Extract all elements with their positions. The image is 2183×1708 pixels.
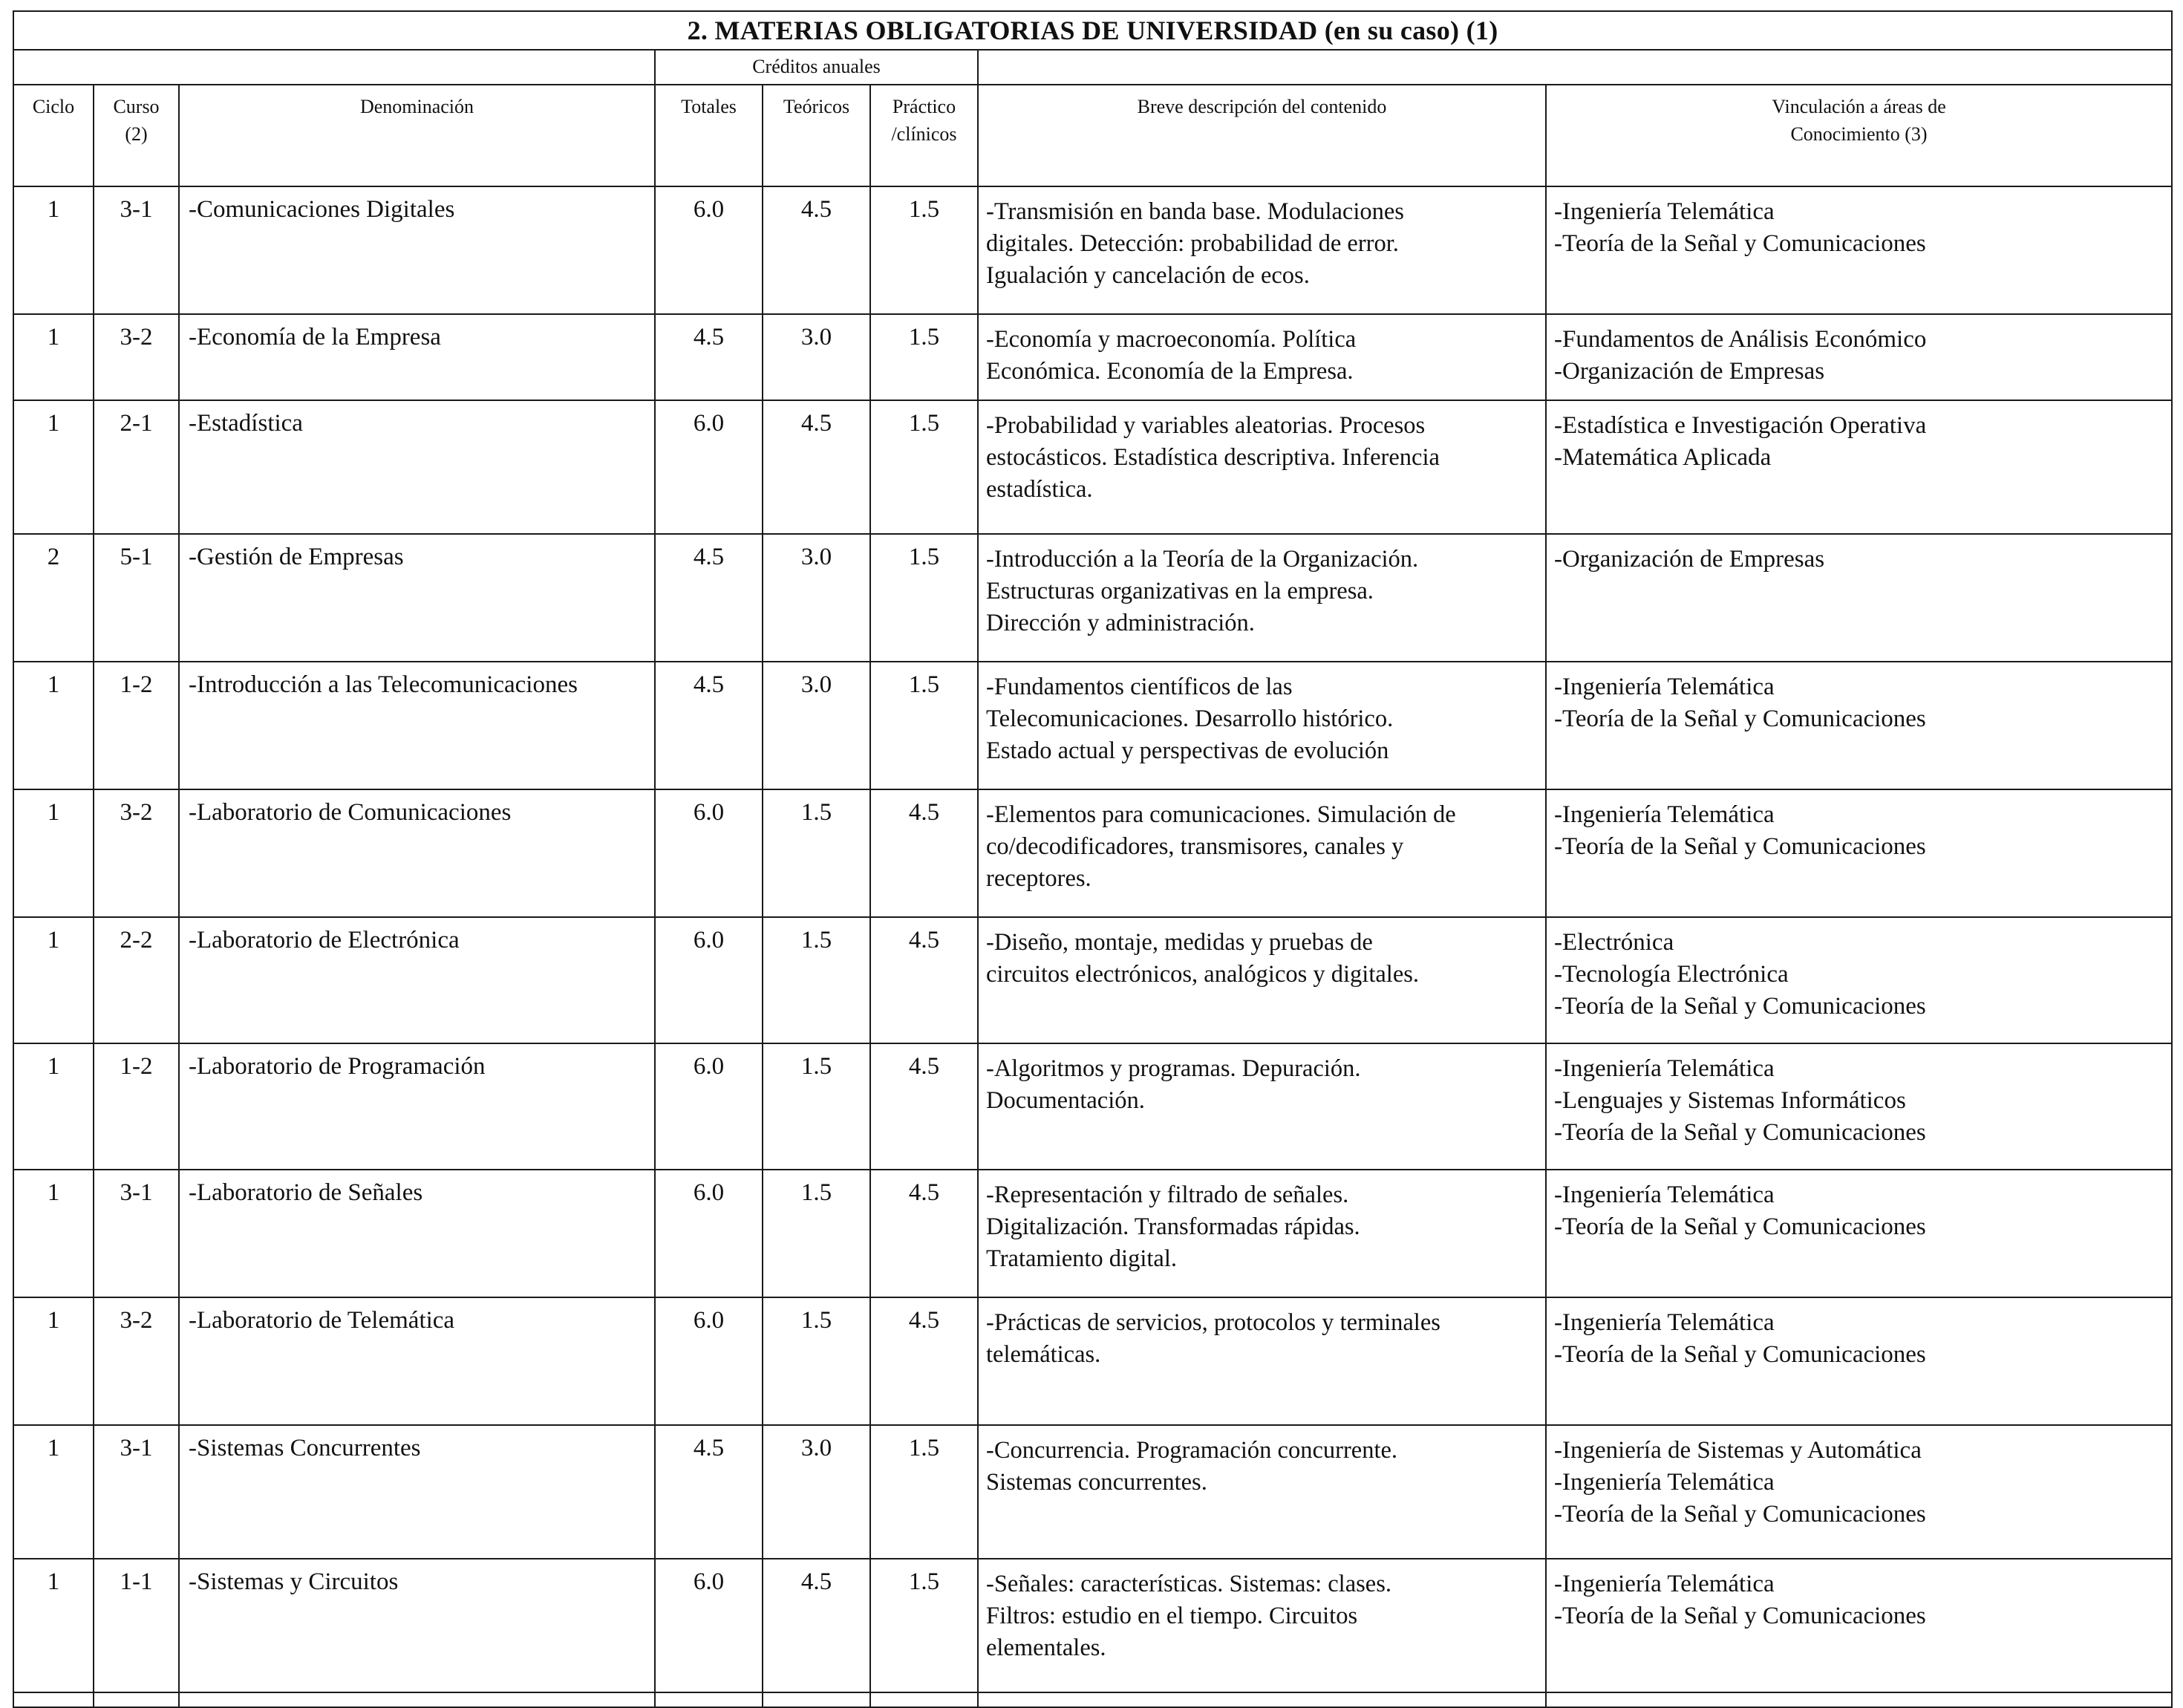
area-line: -Teoría de la Señal y Comunicaciones bbox=[1554, 1603, 1926, 1629]
header-spacer-right bbox=[978, 50, 2172, 85]
table-title: 2. MATERIAS OBLIGATORIAS DE UNIVERSIDAD (en su caso) (1) bbox=[13, 11, 2172, 50]
cell-practicos: 1.5 bbox=[870, 400, 978, 534]
area-line: -Teoría de la Señal y Comunicaciones bbox=[1554, 1501, 1926, 1528]
area-line: -Organización de Empresas bbox=[1554, 546, 1825, 573]
header-spacer bbox=[13, 50, 655, 85]
table-row bbox=[13, 1297, 2172, 1425]
cell-totales: 4.5 bbox=[655, 534, 763, 662]
cell-totales: 6.0 bbox=[655, 1297, 763, 1425]
area-line: -Ingeniería Telemática bbox=[1554, 1309, 1775, 1336]
table-row bbox=[13, 789, 2172, 917]
cell-ciclo: 1 bbox=[13, 314, 94, 400]
cell-practicos: 1.5 bbox=[870, 186, 978, 314]
cell-practicos: 4.5 bbox=[870, 789, 978, 917]
subjects-table bbox=[13, 10, 2173, 1708]
descripcion-line: -Elementos para comunicaciones. Simulación de bbox=[986, 801, 1456, 828]
table-row-partial bbox=[13, 1692, 2172, 1707]
cell-denominacion: -Introducción a las Telecomunicaciones bbox=[179, 662, 655, 789]
cell-areas bbox=[1546, 789, 2172, 917]
cell-curso: 5-1 bbox=[94, 534, 179, 662]
cell-teoricos: 1.5 bbox=[763, 917, 870, 1043]
area-line: -Teoría de la Señal y Comunicaciones bbox=[1554, 1213, 1926, 1240]
descripcion-line: Igualación y cancelación de ecos. bbox=[986, 262, 1310, 289]
area-line: -Tecnología Electrónica bbox=[1554, 961, 1789, 988]
cell-teoricos: 4.5 bbox=[763, 400, 870, 534]
cell-areas bbox=[1546, 1425, 2172, 1559]
cell-denominacion: -Sistemas Concurrentes bbox=[179, 1425, 655, 1559]
area-line: -Ingeniería Telemática bbox=[1554, 198, 1775, 225]
cell-ciclo: 1 bbox=[13, 789, 94, 917]
cell-ciclo: 1 bbox=[13, 1043, 94, 1170]
col-header-practicos: Práctico /clínicos bbox=[870, 85, 978, 186]
cell-descripcion bbox=[978, 314, 1546, 400]
descripcion-line: -Fundamentos científicos de las bbox=[986, 674, 1293, 700]
area-line: -Ingeniería Telemática bbox=[1554, 1055, 1775, 1082]
cell-practicos: 1.5 bbox=[870, 1559, 978, 1692]
table-row bbox=[13, 1559, 2172, 1692]
descripcion-line: co/decodificadores, transmisores, canales y bbox=[986, 833, 1404, 860]
descripcion-line: receptores. bbox=[986, 865, 1092, 892]
descripcion-line: -Introducción a la Teoría de la Organización. bbox=[986, 546, 1419, 573]
descripcion-line: Estructuras organizativas en la empresa. bbox=[986, 578, 1374, 604]
descripcion-line: Económica. Economía de la Empresa. bbox=[986, 358, 1354, 385]
cell-descripcion bbox=[978, 662, 1546, 789]
cell-ciclo: 1 bbox=[13, 662, 94, 789]
descripcion-line: Estado actual y perspectivas de evolución bbox=[986, 737, 1389, 764]
descripcion-line: estadística. bbox=[986, 476, 1093, 503]
descripcion-line: -Algoritmos y programas. Depuración. bbox=[986, 1055, 1361, 1082]
cell-curso: 3-1 bbox=[94, 1170, 179, 1297]
document-page bbox=[13, 10, 2171, 1708]
cell-practicos: 4.5 bbox=[870, 1170, 978, 1297]
cell-descripcion bbox=[978, 917, 1546, 1043]
cell-teoricos: 1.5 bbox=[763, 1170, 870, 1297]
table-row bbox=[13, 314, 2172, 400]
descripcion-line: Dirección y administración. bbox=[986, 610, 1255, 636]
col-header-teoricos: Teóricos bbox=[763, 85, 870, 186]
empty-cell bbox=[763, 1692, 870, 1707]
cell-denominacion: -Comunicaciones Digitales bbox=[179, 186, 655, 314]
cell-ciclo: 1 bbox=[13, 917, 94, 1043]
area-line: -Lenguajes y Sistemas Informáticos bbox=[1554, 1087, 1906, 1114]
cell-ciclo: 1 bbox=[13, 1425, 94, 1559]
area-line: -Matemática Aplicada bbox=[1554, 444, 1772, 471]
empty-cell bbox=[978, 1692, 1546, 1707]
cell-teoricos: 3.0 bbox=[763, 662, 870, 789]
cell-practicos: 1.5 bbox=[870, 662, 978, 789]
cell-descripcion bbox=[978, 1425, 1546, 1559]
area-line: -Ingeniería Telemática bbox=[1554, 1469, 1775, 1496]
cell-practicos: 4.5 bbox=[870, 917, 978, 1043]
cell-totales: 6.0 bbox=[655, 917, 763, 1043]
table-row bbox=[13, 1425, 2172, 1559]
cell-totales: 6.0 bbox=[655, 186, 763, 314]
cell-descripcion bbox=[978, 1559, 1546, 1692]
cell-descripcion bbox=[978, 1170, 1546, 1297]
descripcion-line: -Señales: características. Sistemas: clases. bbox=[986, 1571, 1391, 1597]
cell-denominacion: -Laboratorio de Programación bbox=[179, 1043, 655, 1170]
empty-cell bbox=[655, 1692, 763, 1707]
area-line: -Teoría de la Señal y Comunicaciones bbox=[1554, 230, 1926, 257]
descripcion-line: Tratamiento digital. bbox=[986, 1245, 1177, 1272]
table-row bbox=[13, 662, 2172, 789]
descripcion-line: estocásticos. Estadística descriptiva. Inferencia bbox=[986, 444, 1440, 471]
area-line: -Teoría de la Señal y Comunicaciones bbox=[1554, 705, 1926, 732]
cell-areas bbox=[1546, 1043, 2172, 1170]
col-header-descripcion: Breve descripción del contenido bbox=[978, 85, 1546, 186]
descripcion-line: Telecomunicaciones. Desarrollo histórico. bbox=[986, 705, 1394, 732]
cell-curso: 3-2 bbox=[94, 1297, 179, 1425]
cell-descripcion bbox=[978, 789, 1546, 917]
area-line: -Ingeniería Telemática bbox=[1554, 801, 1775, 828]
cell-descripcion bbox=[978, 1297, 1546, 1425]
descripcion-line: elementales. bbox=[986, 1634, 1106, 1661]
cell-denominacion: -Sistemas y Circuitos bbox=[179, 1559, 655, 1692]
table-row bbox=[13, 1043, 2172, 1170]
cell-descripcion bbox=[978, 1043, 1546, 1170]
cell-teoricos: 4.5 bbox=[763, 1559, 870, 1692]
area-line: -Electrónica bbox=[1554, 929, 1674, 956]
cell-teoricos: 1.5 bbox=[763, 1297, 870, 1425]
cell-curso: 2-2 bbox=[94, 917, 179, 1043]
cell-totales: 6.0 bbox=[655, 400, 763, 534]
cell-areas bbox=[1546, 314, 2172, 400]
cell-totales: 6.0 bbox=[655, 789, 763, 917]
area-line: -Ingeniería de Sistemas y Automática bbox=[1554, 1437, 1922, 1464]
descripcion-line: -Concurrencia. Programación concurrente. bbox=[986, 1437, 1398, 1464]
descripcion-line: -Diseño, montaje, medidas y pruebas de bbox=[986, 929, 1373, 956]
cell-denominacion: -Laboratorio de Electrónica bbox=[179, 917, 655, 1043]
cell-teoricos: 3.0 bbox=[763, 1425, 870, 1559]
table-row bbox=[13, 917, 2172, 1043]
cell-ciclo: 1 bbox=[13, 400, 94, 534]
creditos-anuales-header: Créditos anuales bbox=[655, 50, 978, 85]
area-line: -Estadística e Investigación Operativa bbox=[1554, 412, 1927, 439]
cell-totales: 4.5 bbox=[655, 314, 763, 400]
cell-areas bbox=[1546, 1559, 2172, 1692]
cell-totales: 6.0 bbox=[655, 1170, 763, 1297]
cell-curso: 1-1 bbox=[94, 1559, 179, 1692]
cell-areas bbox=[1546, 917, 2172, 1043]
table-row bbox=[13, 1170, 2172, 1297]
cell-denominacion: -Economía de la Empresa bbox=[179, 314, 655, 400]
cell-totales: 6.0 bbox=[655, 1559, 763, 1692]
descripcion-line: -Economía y macroeconomía. Política bbox=[986, 326, 1357, 353]
cell-descripcion bbox=[978, 400, 1546, 534]
cell-ciclo: 1 bbox=[13, 1559, 94, 1692]
col-header-curso: Curso (2) bbox=[94, 85, 179, 186]
cell-denominacion: -Laboratorio de Señales bbox=[179, 1170, 655, 1297]
area-line: -Teoría de la Señal y Comunicaciones bbox=[1554, 833, 1926, 860]
cell-curso: 3-2 bbox=[94, 314, 179, 400]
cell-areas bbox=[1546, 662, 2172, 789]
cell-practicos: 1.5 bbox=[870, 534, 978, 662]
descripcion-line: -Representación y filtrado de señales. bbox=[986, 1181, 1349, 1208]
col-header-ciclo: Ciclo bbox=[13, 85, 94, 186]
descripcion-line: telemáticas. bbox=[986, 1341, 1101, 1368]
area-line: -Teoría de la Señal y Comunicaciones bbox=[1554, 993, 1926, 1020]
cell-curso: 1-2 bbox=[94, 662, 179, 789]
descripcion-line: digitales. Detección: probabilidad de error. bbox=[986, 230, 1399, 257]
empty-cell bbox=[94, 1692, 179, 1707]
table-row bbox=[13, 534, 2172, 662]
descripcion-line: Filtros: estudio en el tiempo. Circuitos bbox=[986, 1603, 1358, 1629]
cell-teoricos: 3.0 bbox=[763, 314, 870, 400]
cell-teoricos: 3.0 bbox=[763, 534, 870, 662]
empty-cell bbox=[13, 1692, 94, 1707]
descripcion-line: -Transmisión en banda base. Modulaciones bbox=[986, 198, 1404, 225]
cell-descripcion bbox=[978, 534, 1546, 662]
cell-curso: 2-1 bbox=[94, 400, 179, 534]
cell-curso: 3-2 bbox=[94, 789, 179, 917]
cell-areas bbox=[1546, 534, 2172, 662]
cell-totales: 6.0 bbox=[655, 1043, 763, 1170]
cell-teoricos: 1.5 bbox=[763, 789, 870, 917]
area-line: -Ingeniería Telemática bbox=[1554, 1181, 1775, 1208]
area-line: -Fundamentos de Análisis Económico bbox=[1554, 326, 1927, 353]
cell-practicos: 4.5 bbox=[870, 1297, 978, 1425]
cell-areas bbox=[1546, 186, 2172, 314]
col-header-areas: Vinculación a áreas de Conocimiento (3) bbox=[1546, 85, 2172, 186]
descripcion-line: Sistemas concurrentes. bbox=[986, 1469, 1207, 1496]
cell-ciclo: 1 bbox=[13, 1297, 94, 1425]
cell-denominacion: -Laboratorio de Comunicaciones bbox=[179, 789, 655, 917]
table-row bbox=[13, 400, 2172, 534]
descripcion-line: circuitos electrónicos, analógicos y digitales. bbox=[986, 961, 1420, 988]
cell-areas bbox=[1546, 1170, 2172, 1297]
col-header-totales: Totales bbox=[655, 85, 763, 186]
col-header-denominacion: Denominación bbox=[179, 85, 655, 186]
area-line: -Organización de Empresas bbox=[1554, 358, 1825, 385]
cell-totales: 4.5 bbox=[655, 662, 763, 789]
descripcion-line: Documentación. bbox=[986, 1087, 1145, 1114]
cell-ciclo: 2 bbox=[13, 534, 94, 662]
cell-curso: 3-1 bbox=[94, 186, 179, 314]
cell-practicos: 1.5 bbox=[870, 1425, 978, 1559]
table-row bbox=[13, 186, 2172, 314]
cell-areas bbox=[1546, 400, 2172, 534]
area-line: -Teoría de la Señal y Comunicaciones bbox=[1554, 1341, 1926, 1368]
cell-ciclo: 1 bbox=[13, 1170, 94, 1297]
descripcion-line: -Probabilidad y variables aleatorias. Procesos bbox=[986, 412, 1426, 439]
empty-cell bbox=[870, 1692, 978, 1707]
area-line: -Ingeniería Telemática bbox=[1554, 1571, 1775, 1597]
cell-denominacion: -Estadística bbox=[179, 400, 655, 534]
cell-descripcion bbox=[978, 186, 1546, 314]
empty-cell bbox=[1546, 1692, 2172, 1707]
cell-practicos: 4.5 bbox=[870, 1043, 978, 1170]
cell-curso: 1-2 bbox=[94, 1043, 179, 1170]
cell-practicos: 1.5 bbox=[870, 314, 978, 400]
cell-areas bbox=[1546, 1297, 2172, 1425]
area-line: -Teoría de la Señal y Comunicaciones bbox=[1554, 1119, 1926, 1146]
cell-denominacion: -Laboratorio de Telemática bbox=[179, 1297, 655, 1425]
cell-denominacion: -Gestión de Empresas bbox=[179, 534, 655, 662]
descripcion-line: -Prácticas de servicios, protocolos y terminales bbox=[986, 1309, 1440, 1336]
cell-totales: 4.5 bbox=[655, 1425, 763, 1559]
area-line: -Ingeniería Telemática bbox=[1554, 674, 1775, 700]
cell-teoricos: 1.5 bbox=[763, 1043, 870, 1170]
descripcion-line: Digitalización. Transformadas rápidas. bbox=[986, 1213, 1360, 1240]
cell-teoricos: 4.5 bbox=[763, 186, 870, 314]
cell-curso: 3-1 bbox=[94, 1425, 179, 1559]
empty-cell bbox=[179, 1692, 655, 1707]
cell-ciclo: 1 bbox=[13, 186, 94, 314]
